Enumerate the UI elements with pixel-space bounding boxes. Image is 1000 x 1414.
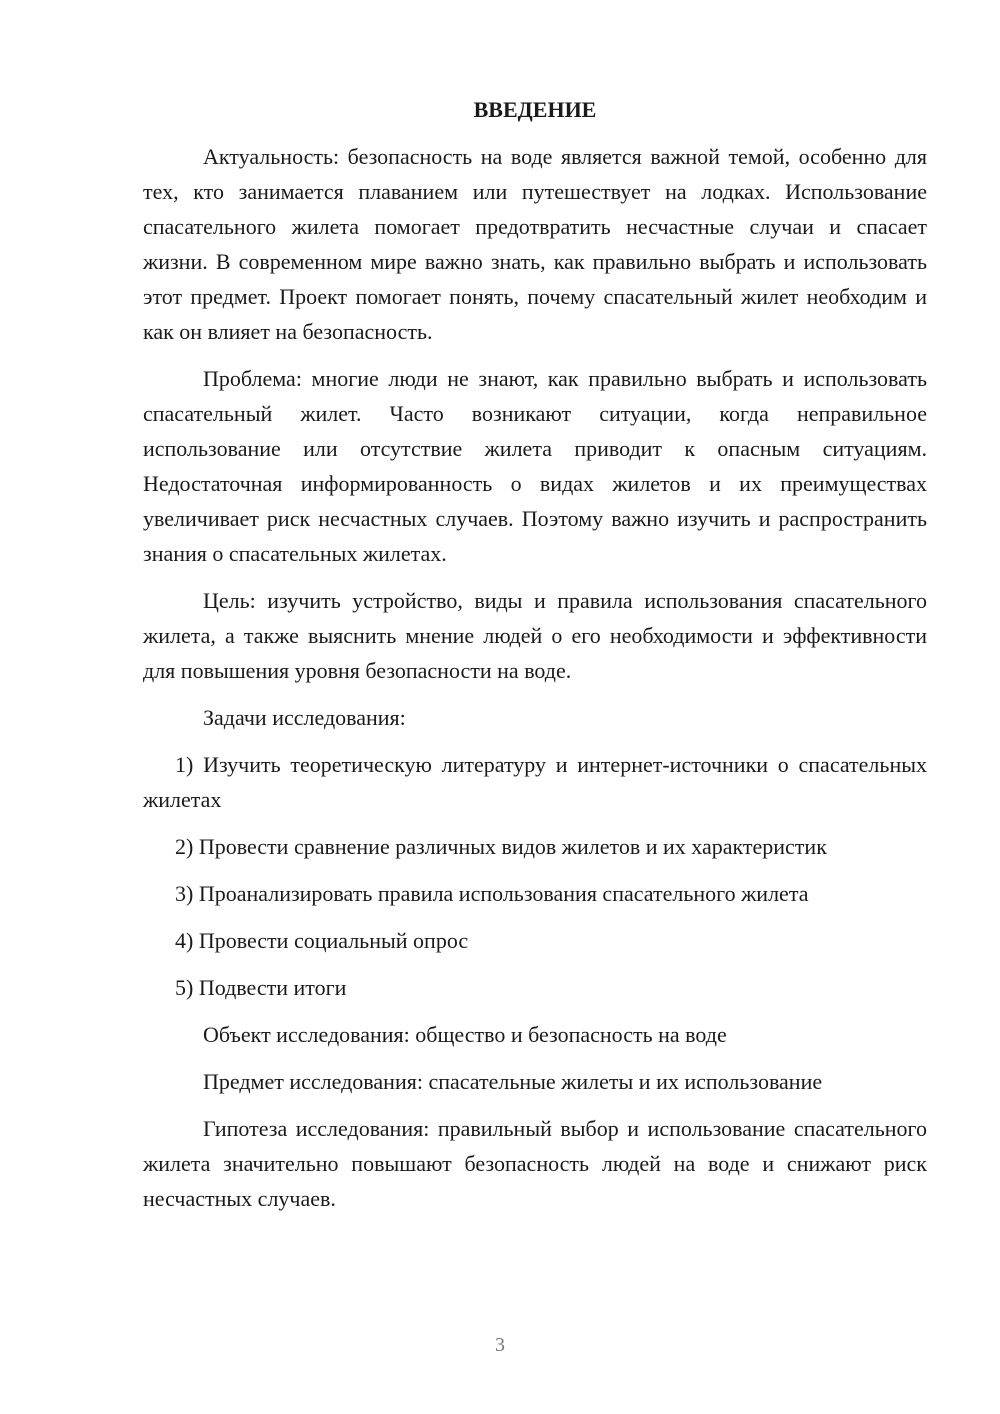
goal-paragraph: Цель: изучить устройство, виды и правила использования спасательного жилета, а также выяснить мнение людей о его необходимости и эффективности для повышения уровня безопасности на воде. (143, 588, 927, 683)
subject-paragraph: Предмет исследования: спасательные жилеты и их использование (203, 1069, 823, 1094)
task-item: 3) Проанализировать правила использования спасательного жилета (175, 881, 809, 906)
tasks-list (143, 747, 927, 1005)
document-page (143, 95, 927, 1228)
task-item: 4) Провести социальный опрос (175, 928, 469, 953)
problem-paragraph: Проблема: многие люди не знают, как правильно выбрать и использовать спасательный жилет. Часто возникают ситуации, когда неправильное использование или отсутствие жилета приводит к опасным ситуациям. Недостаточная информированность о видах жилетов и их преимуществах увеличивает риск несчастных случаев. Поэтому важно изучить и распространить знания о спасательных жилетах. (143, 366, 927, 566)
page-number: 3 (495, 1334, 505, 1356)
task-item: 2) Провести сравнение различных видов жилетов и их характеристик (175, 834, 827, 859)
object-paragraph: Объект исследования: общество и безопасность на воде (203, 1022, 727, 1047)
task-item: 1) Изучить теоретическую литературу и интернет-источники о спасательных жилетах (143, 752, 927, 812)
relevance-paragraph: Актуальность: безопасность на воде является важной темой, особенно для тех, кто занимается плаванием или путешествует на лодках. Использование спасательного жилета помогает предотвратить несчастные случаи и спасает жизни. В современном мире важно знать, как правильно выбрать и использовать этот предмет. Проект помогает понять, почему спасательный жилет необходим и как он влияет на безопасность. (143, 144, 927, 344)
hypothesis-paragraph: Гипотеза исследования: правильный выбор и использование спасательного жилета значительно повышают безопасность людей на воде и снижают риск несчастных случаев. (143, 1116, 927, 1211)
page-title: ВВЕДЕНИЕ (473, 97, 597, 122)
tasks-heading: Задачи исследования: (203, 705, 406, 730)
task-item: 5) Подвести итоги (175, 975, 347, 1000)
